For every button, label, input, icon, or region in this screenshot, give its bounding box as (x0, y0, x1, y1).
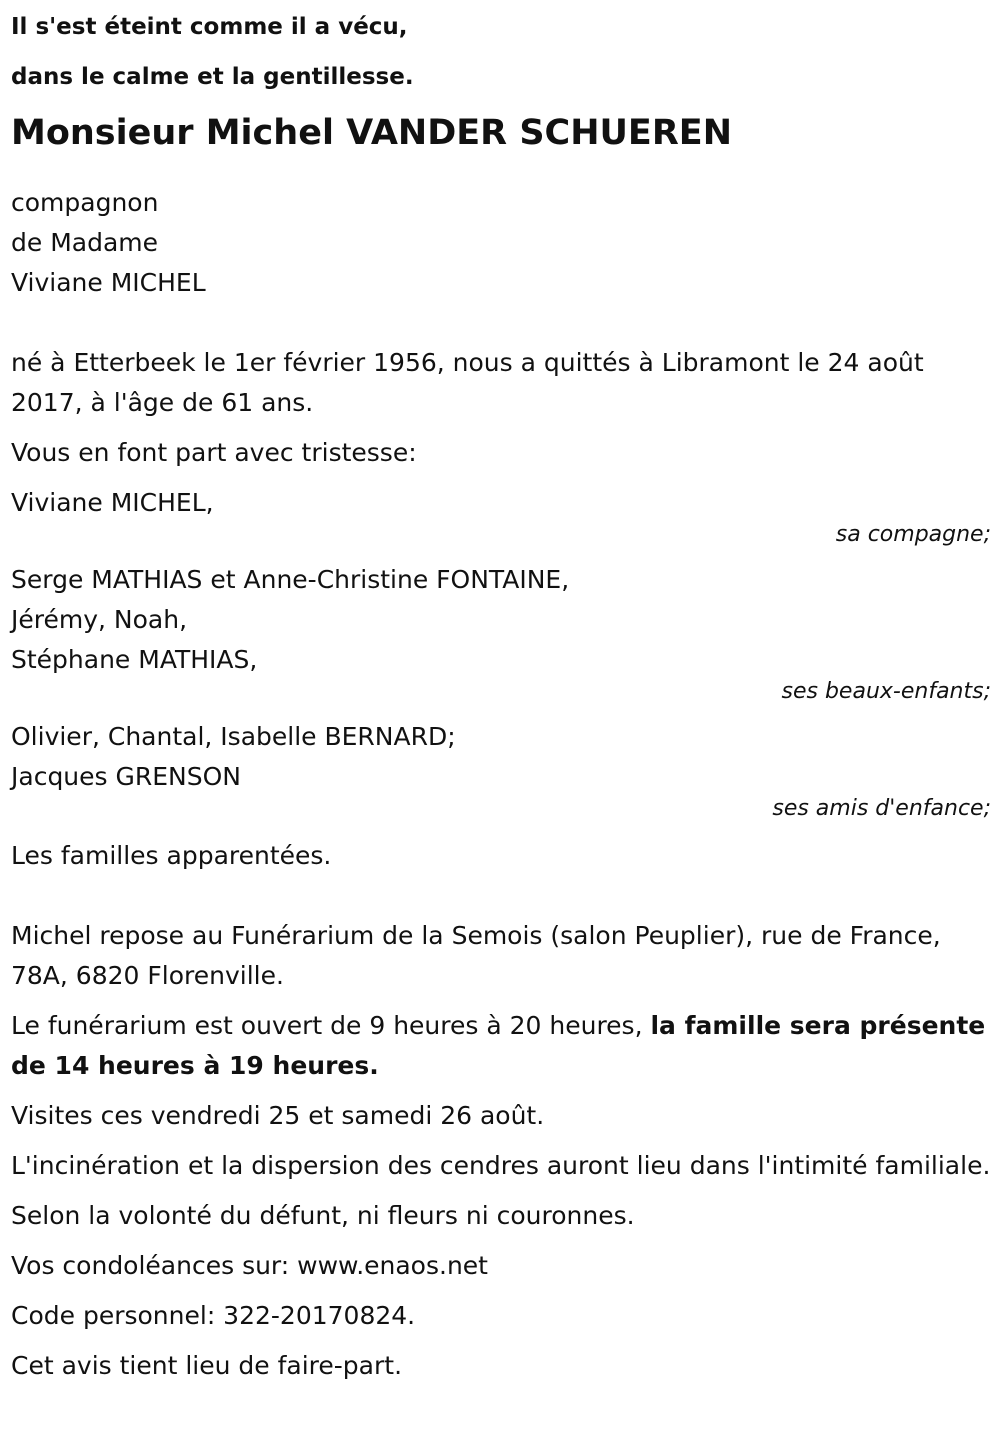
announce-text: Vous en font part avec tristesse: (11, 438, 417, 467)
opening-hours-text (11, 1006, 991, 1086)
stepchildren-line-3: Stéphane MATHIAS, (11, 645, 258, 674)
intro-verse (11, 2, 991, 102)
friends-line-1: Olivier, Chantal, Isabelle BERNARD; (11, 722, 456, 751)
partner-block (11, 183, 991, 303)
family-friends (11, 717, 991, 821)
intro-line-2: dans le calme et la gentillesse. (11, 64, 414, 90)
family-companion (11, 483, 991, 547)
deceased-name: Monsieur Michel VANDER SCHUEREN (11, 113, 732, 153)
visits-text: Visites ces vendredi 25 et samedi 26 août. (11, 1101, 545, 1130)
stepchildren-relation: ses beaux-enfants; (781, 679, 991, 704)
opening-hours-normal: Le funérarium est ouvert de 9 heures à 20 heures, (11, 1011, 651, 1040)
stepchildren-line-1: Serge MATHIAS et Anne-Christine FONTAINE, (11, 565, 570, 594)
opening-hours-family: la famille sera présente de 14 heures à 19 heures. (11, 1011, 986, 1080)
friends-relation: ses amis d'enfance; (772, 796, 991, 821)
birth-death-text: né à Etterbeek le 1er février 1956, nous a quittés à Libramont le 24 août 2017, à l'âge de 61 ans. (11, 348, 924, 417)
companion-relation: sa compagne; (835, 522, 991, 547)
friends-line-2: Jacques GRENSON (11, 762, 241, 791)
flowers-text: Selon la volonté du défunt, ni fleurs ni couronnes. (11, 1201, 635, 1230)
family-stepchildren (11, 560, 991, 704)
condolences-text: Vos condoléances sur: www.enaos.net (11, 1251, 488, 1280)
companion-name: Viviane MICHEL, (11, 488, 214, 517)
partner-line-2: de Madame (11, 228, 159, 257)
closing-text: Cet avis tient lieu de faire-part. (11, 1351, 403, 1380)
personal-code-text: Code personnel: 322-20170824. (11, 1301, 416, 1330)
partner-line-3: Viviane MICHEL (11, 268, 206, 297)
cremation-text: L'incinération et la dispersion des cendres auront lieu dans l'intimité familiale. (11, 1151, 991, 1180)
stepchildren-line-2: Jérémy, Noah, (11, 605, 188, 634)
obituary-notice (11, 0, 991, 1386)
partner-line-1: compagnon (11, 188, 159, 217)
related-families: Les familles apparentées. (11, 841, 332, 870)
intro-line-1: Il s'est éteint comme il a vécu, (11, 14, 408, 40)
rest-location-text: Michel repose au Funérarium de la Semois (salon Peuplier), rue de France, 78A, 6820 Florenville. (11, 921, 941, 990)
